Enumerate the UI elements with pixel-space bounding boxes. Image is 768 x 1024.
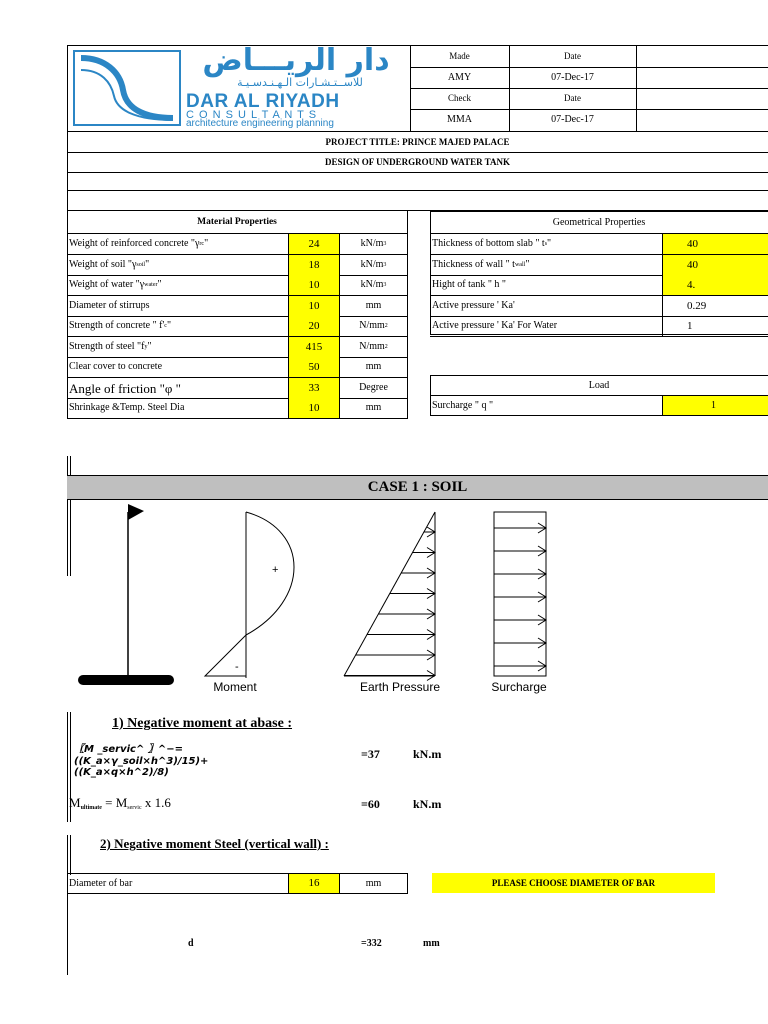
earth-pressure-arrow xyxy=(356,650,435,660)
material-row-value[interactable]: 50 xyxy=(289,357,339,377)
surcharge-arrow xyxy=(494,615,546,625)
ultimate-moment-result: =60 xyxy=(361,797,380,811)
made-date-label: Date xyxy=(564,51,581,61)
earth-pressure-arrow xyxy=(367,630,435,640)
section1-heading: 1) Negative moment at abase : xyxy=(112,716,293,731)
company-arabic-sub: للاســتـشـارات الـهـنـدسـيـة xyxy=(237,76,363,89)
surcharge-arrow xyxy=(494,546,546,556)
material-row-value[interactable]: 33 xyxy=(289,378,339,398)
geometry-row-value[interactable]: 0.29 xyxy=(687,299,707,312)
material-row-label: Shrinkage &Temp. Steel Dia xyxy=(69,402,185,413)
surcharge-value[interactable]: 1 xyxy=(663,396,768,415)
moment-minus: - xyxy=(235,661,239,673)
geometry-row-value[interactable]: 40 xyxy=(663,255,768,275)
bar-diameter-label: Diameter of bar xyxy=(69,877,133,889)
material-row-value[interactable]: 10 xyxy=(289,398,339,418)
choose-bar-note: PLEASE CHOOSE DIAMETER OF BAR xyxy=(432,873,715,893)
ultimate-formula: $M_{ultimate} = M_{servic}$ x 1.6 xyxy=(69,795,171,811)
ultimate-moment-unit: kN.m xyxy=(413,797,442,811)
surcharge-arrow xyxy=(494,661,546,671)
material-row-unit: N/mm 2 xyxy=(359,341,388,352)
moment-plus: + xyxy=(272,564,279,576)
geometry-header: Geometrical Properties xyxy=(552,217,646,228)
material-row-unit: mm xyxy=(365,361,382,372)
d-value: =332 xyxy=(361,938,382,949)
earth-pressure-arrow xyxy=(378,609,435,619)
material-row-label: Strength of steel "f y " xyxy=(69,341,152,352)
material-row-unit: N/mm 2 xyxy=(359,320,388,331)
geometry-row-label: Hight of tank " h " xyxy=(432,279,506,290)
checked-by-value[interactable]: MMA xyxy=(446,114,472,125)
wall-diagram xyxy=(78,504,174,685)
d-label: d xyxy=(188,938,194,949)
material-header: Material Properties xyxy=(197,217,277,228)
check-date-label: Date xyxy=(564,93,581,103)
service-moment-result: =37 xyxy=(361,747,380,761)
service-moment-unit: kN.m xyxy=(413,747,442,761)
material-row-label: Diameter of stirrups xyxy=(69,300,150,311)
company-consultants: C O N S U L T A N T S xyxy=(186,109,318,121)
material-row-label: Weight of water "γ water " xyxy=(69,279,162,290)
material-row-unit: Degree xyxy=(359,382,388,393)
made-date-value[interactable]: 07-Dec-17 xyxy=(551,71,594,83)
d-unit: mm xyxy=(423,938,440,949)
material-row-value[interactable]: 24 xyxy=(289,234,339,254)
section2-heading: 2) Negative moment Steel (vertical wall) : xyxy=(100,836,329,851)
material-row-label: Clear cover to concrete xyxy=(69,361,163,372)
case-title: CASE 1 : SOIL xyxy=(367,479,468,495)
project-title: PROJECT TITLE: PRINCE MAJED PALACE xyxy=(325,136,510,147)
material-row-unit: kN/m 3 xyxy=(360,238,387,249)
moment-diagram xyxy=(205,512,294,678)
surcharge-diagram xyxy=(494,512,546,676)
company-arabic-name: دار الريـــاض xyxy=(202,43,390,78)
earth-pressure-arrow xyxy=(413,548,435,558)
load-diagrams xyxy=(70,500,570,690)
surcharge-diagram-label: Surcharge xyxy=(491,680,547,694)
surcharge-label: Surcharge " q " xyxy=(432,399,494,411)
logo-mark-icon xyxy=(75,52,179,124)
earth-pressure-arrow xyxy=(401,568,435,578)
material-row-value[interactable]: 20 xyxy=(289,316,339,336)
service-moment-formula: 〖M _servic^ 〗^−=((K_a×γ_soil×h^3)/15)+((K_a×q×h^2)/8) xyxy=(74,744,209,778)
geometry-row-label: Thickness of bottom slab " t s " xyxy=(432,238,552,249)
company-tagline: architecture engineering planning xyxy=(186,118,334,129)
material-row-label: Weight of soil "γ soil " xyxy=(69,259,150,270)
bar-diameter-value[interactable]: 16 xyxy=(289,874,339,893)
material-row-label: Strength of concrete " f' c " xyxy=(69,320,172,331)
made-label: Made xyxy=(449,51,470,61)
material-row-value[interactable]: 18 xyxy=(289,255,339,275)
material-row-label: Weight of reinforced concrete "γ rc " xyxy=(69,238,209,249)
check-date-value[interactable]: 07-Dec-17 xyxy=(551,114,594,125)
material-row-unit: kN/m 3 xyxy=(360,259,387,270)
surcharge-arrow xyxy=(494,569,546,579)
material-row-value[interactable]: 10 xyxy=(289,296,339,316)
material-row-label: Angle of friction "φ " xyxy=(69,380,181,396)
check-label: Check xyxy=(448,93,471,103)
earth-pressure-label: Earth Pressure xyxy=(359,680,441,694)
geometry-row-label: Thickness of wall " t wall " xyxy=(432,259,530,270)
material-row-unit: mm xyxy=(365,300,382,311)
geometry-row-value[interactable]: 40 xyxy=(663,234,768,254)
design-title: DESIGN OF UNDERGROUND WATER TANK xyxy=(324,157,511,167)
surcharge-arrow xyxy=(494,592,546,602)
material-row-value[interactable]: 415 xyxy=(289,337,339,357)
geometry-row-value[interactable]: 4. xyxy=(663,275,768,295)
earth-pressure-diagram xyxy=(344,512,435,681)
earth-pressure-arrow xyxy=(390,589,435,599)
material-row-value[interactable]: 10 xyxy=(289,275,339,295)
geometry-row-label: Active pressure ' Ka' xyxy=(432,300,515,311)
moment-label: Moment xyxy=(213,680,257,694)
load-header: Load xyxy=(588,379,610,391)
made-by-value[interactable]: AMY xyxy=(447,71,472,83)
earth-pressure-arrow xyxy=(344,671,435,681)
company-logo xyxy=(73,50,181,126)
company-name: DAR AL RIYADH xyxy=(186,91,340,112)
bar-diameter-unit: mm xyxy=(365,877,382,889)
material-row-unit: kN/m 3 xyxy=(360,279,387,290)
surcharge-arrow xyxy=(494,638,546,648)
geometry-row-value[interactable]: 1 xyxy=(687,319,693,332)
material-row-unit: mm xyxy=(365,402,382,413)
geometry-row-label: Active pressure ' Ka' For Water xyxy=(432,320,558,331)
surcharge-arrow xyxy=(494,523,546,533)
